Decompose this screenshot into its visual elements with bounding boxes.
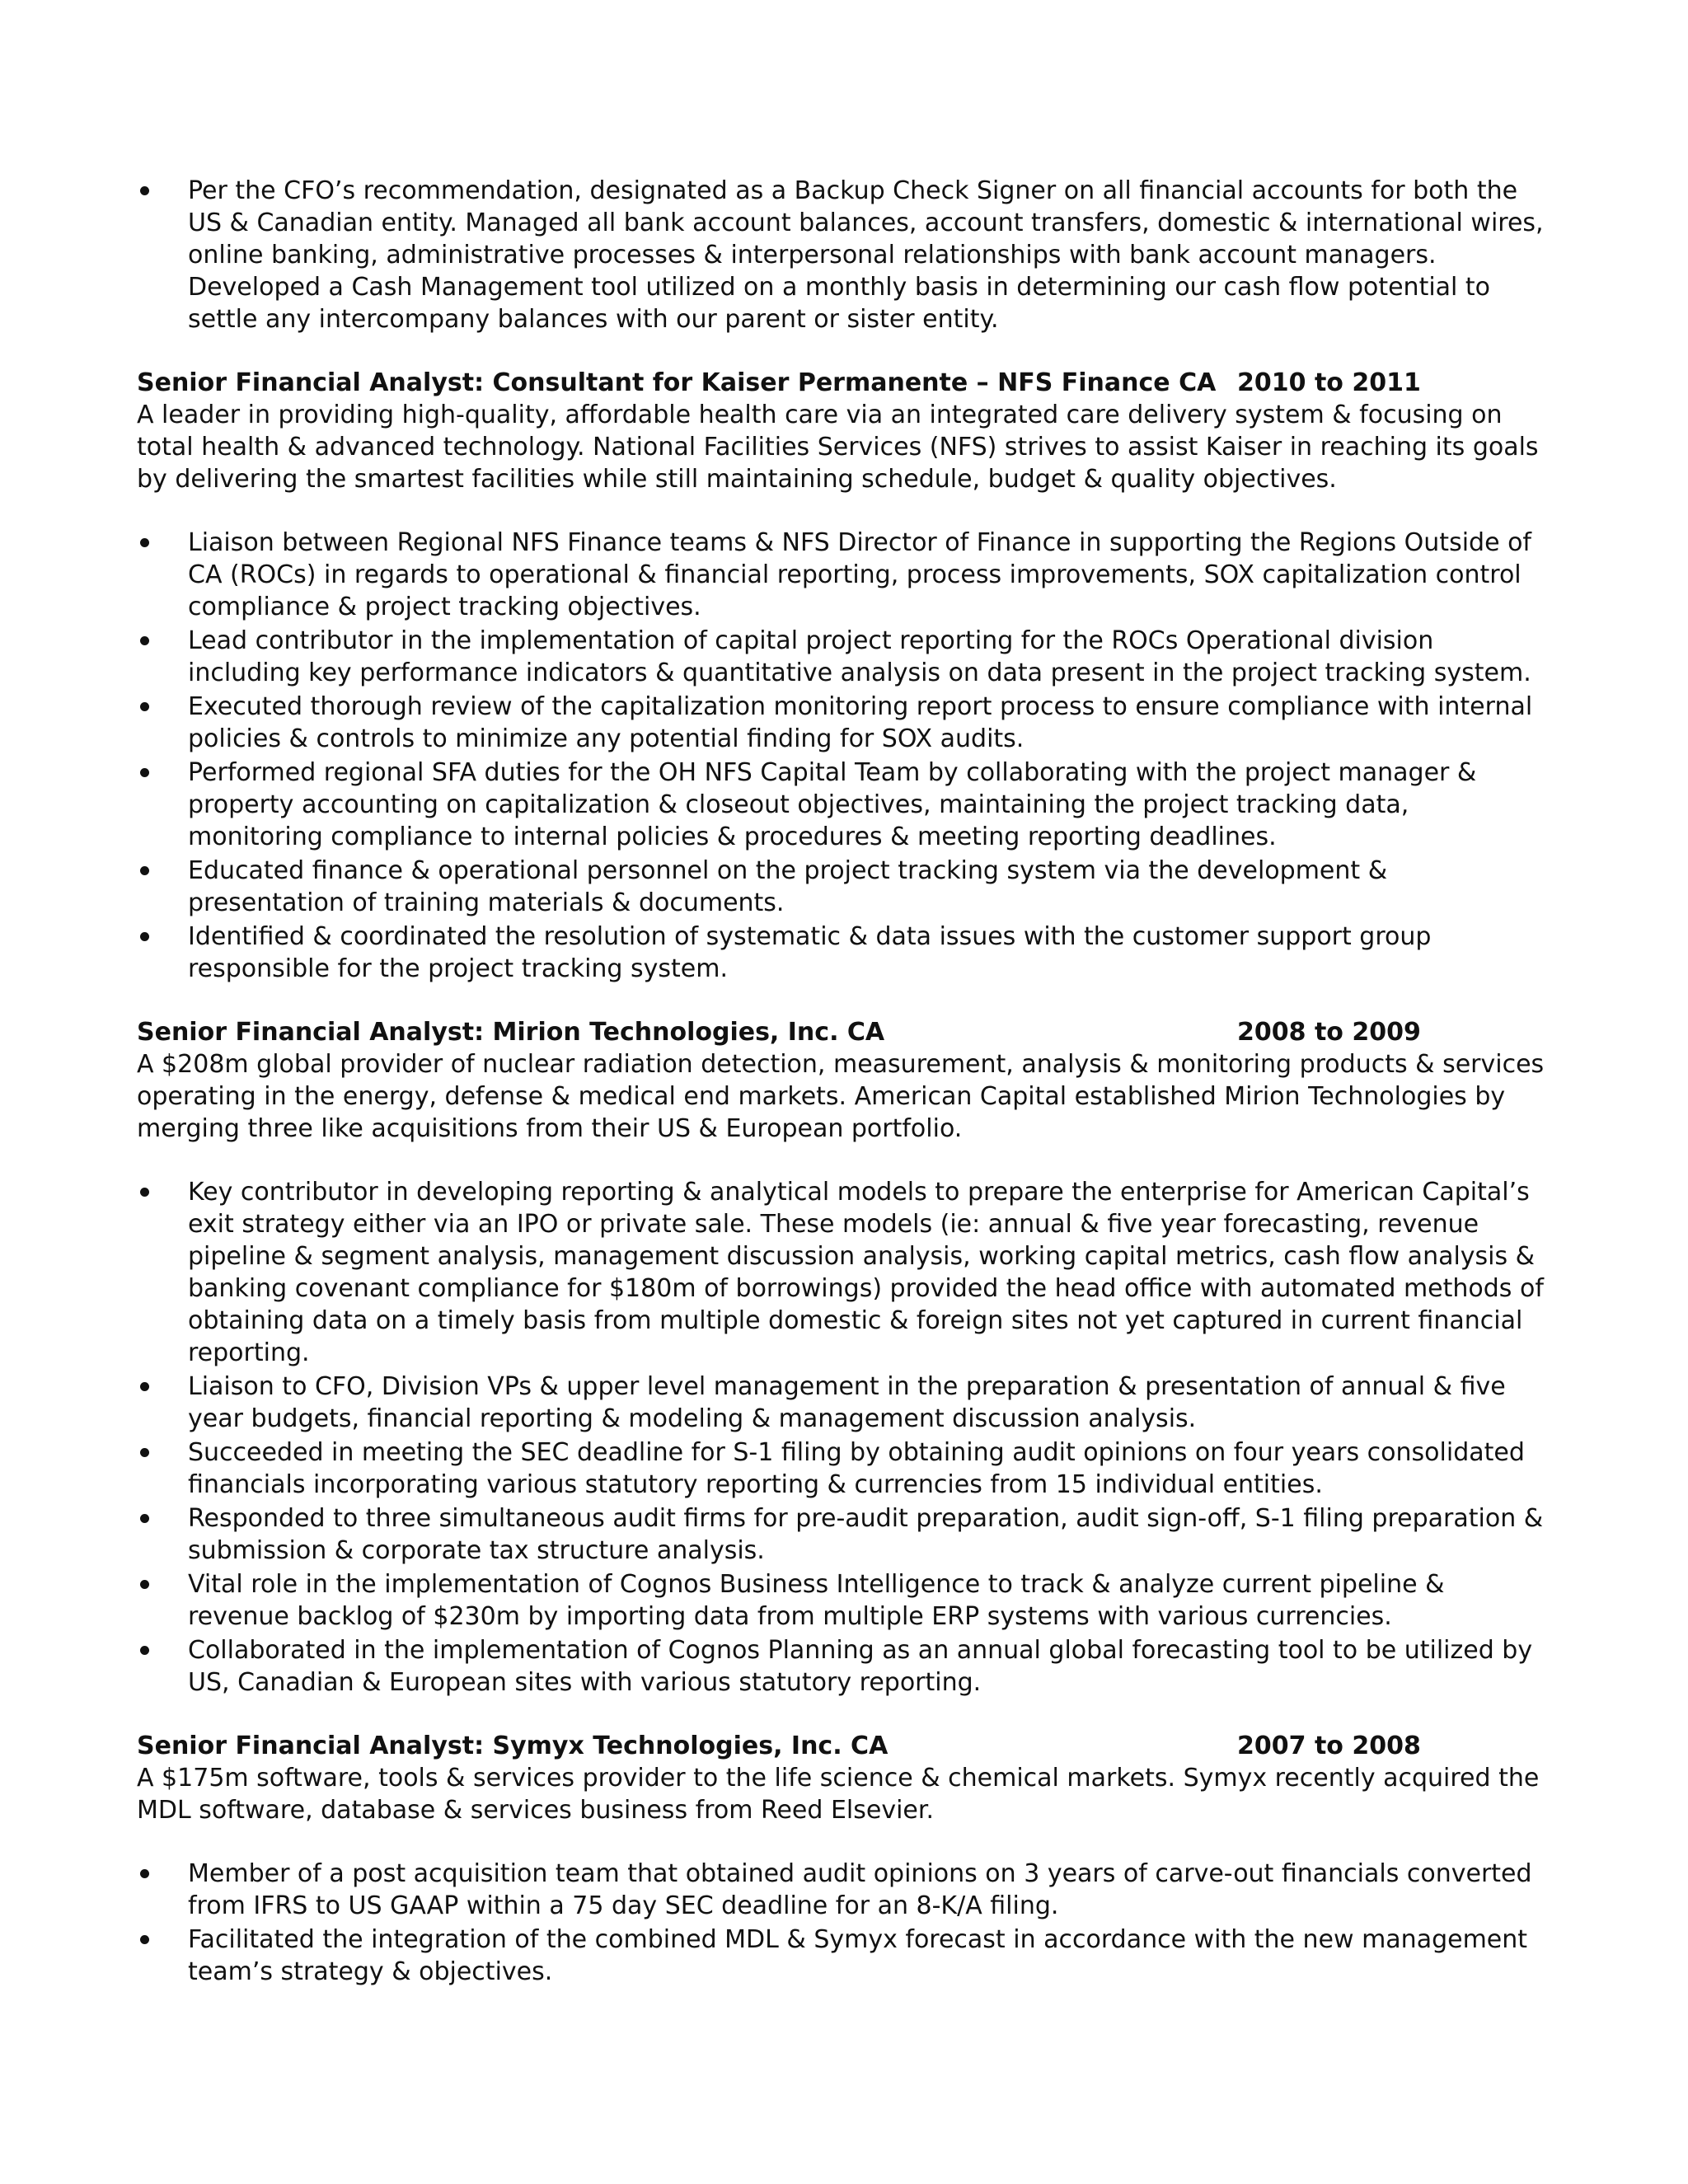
job-bullet-list	[137, 1176, 1546, 1699]
bullet-text: Educated finance & operational personnel on the project tracking system via the development & presentation of training materials & documents.	[188, 856, 1388, 917]
bullet-text: Per the CFO’s recommendation, designated as a Backup Check Signer on all financial accounts for both the US & Canadian entity. Managed all bank account balances, account transfers, domestic & international wires, online banking, administrative processes & interpersonal relationships with bank account managers. Developed a Cash Management tool utilized on a monthly basis in determining our cash flow potential to settle any intercompany balances with our parent or sister entity.	[188, 176, 1544, 334]
bullet-icon	[140, 768, 149, 777]
job-heading	[137, 1016, 1546, 1048]
bullet-text: Collaborated in the implementation of Cognos Planning as an annual global forecasting tool to be utilized by US, Canadian & European sites with various statutory reporting.	[188, 1636, 1533, 1697]
bullet-text: Succeeded in meeting the SEC deadline for S-1 filing by obtaining audit opinions on four years consolidated financials incorporating various statutory reporting & currencies from 15 individual entities.	[188, 1438, 1525, 1499]
list-item	[137, 175, 1546, 335]
job-section-kaiser	[137, 367, 1546, 985]
job-title: Senior Financial Analyst: Symyx Technologies, Inc. CA	[137, 1732, 889, 1760]
list-item	[137, 625, 1546, 689]
bullet-icon	[140, 1935, 149, 1944]
top-bullet-list	[137, 175, 1546, 335]
job-dates: 2008 to 2009	[1237, 1018, 1421, 1047]
bullet-text: Member of a post acquisition team that obtained audit opinions on 3 years of carve-out financials converted from IFRS to US GAAP within a 75 day SEC deadline for an 8-K/A filing.	[188, 1859, 1532, 1920]
list-item	[137, 1436, 1546, 1501]
list-item	[137, 1924, 1546, 1988]
bullet-text: Responded to three simultaneous audit firms for pre-audit preparation, audit sign-off, S-1 filing preparation & submission & corporate tax structure analysis.	[188, 1504, 1544, 1565]
list-item	[137, 1176, 1546, 1369]
bullet-text: Liaison between Regional NFS Finance teams & NFS Director of Finance in supporting the Regions Outside of CA (ROCs) in regards to operational & financial reporting, process improvements, SOX capitalization control compliance & project tracking objectives.	[188, 528, 1531, 621]
bullet-icon	[140, 702, 149, 711]
job-dates: 2010 to 2011	[1237, 368, 1421, 397]
job-section-symyx	[137, 1730, 1546, 1988]
list-item	[137, 1634, 1546, 1699]
bullet-text: Executed thorough review of the capitalization monitoring report process to ensure compliance with internal policies & controls to minimize any potential finding for SOX audits.	[188, 692, 1533, 753]
bullet-icon	[140, 1580, 149, 1589]
bullet-text: Performed regional SFA duties for the OH NFS Capital Team by collaborating with the project manager & property accounting on capitalization & closeout objectives, maintaining the project tracking data, monitoring compliance to internal policies & procedures & meeting reporting deadlines.	[188, 758, 1477, 851]
bullet-icon	[140, 1514, 149, 1523]
job-bullet-list	[137, 1858, 1546, 1988]
company-description: A leader in providing high-quality, affordable health care via an integrated care delivery system & focusing on total health & advanced technology. National Facilities Services (NFS) strives to assist Kaiser in reaching its goals by delivering the smartest facilities while still maintaining schedule, budget & quality objectives.	[137, 401, 1539, 494]
list-item	[137, 1568, 1546, 1633]
bullet-text: Facilitated the integration of the combined MDL & Symyx forecast in accordance with the new management team’s strategy & objectives.	[188, 1925, 1528, 1986]
bullet-icon	[140, 186, 149, 195]
list-item	[137, 1502, 1546, 1567]
bullet-icon	[140, 538, 149, 547]
job-title: Senior Financial Analyst: Mirion Technologies, Inc. CA	[137, 1018, 885, 1047]
company-description: A $175m software, tools & services provider to the life science & chemical markets. Symyx recently acquired the MDL software, database & services business from Reed Elsevier.	[137, 1764, 1540, 1825]
bullet-icon	[140, 636, 149, 645]
bullet-icon	[140, 932, 149, 941]
list-item	[137, 855, 1546, 919]
company-description: A $208m global provider of nuclear radiation detection, measurement, analysis & monitoring products & services operating in the energy, defense & medical end markets. American Capital established Mirion Technologies by merging three like acquisitions from their US & European portfolio.	[137, 1050, 1545, 1143]
bullet-icon	[140, 1382, 149, 1391]
list-item	[137, 1371, 1546, 1435]
bullet-icon	[140, 1869, 149, 1878]
job-bullet-list	[137, 527, 1546, 985]
job-dates: 2007 to 2008	[1237, 1732, 1421, 1760]
resume-page	[137, 175, 1546, 1990]
bullet-icon	[140, 1188, 149, 1197]
bullet-text: Identified & coordinated the resolution of systematic & data issues with the customer support group responsible for the project tracking system.	[188, 922, 1432, 983]
list-item	[137, 691, 1546, 755]
job-section-mirion	[137, 1016, 1546, 1699]
list-item	[137, 527, 1546, 623]
bullet-icon	[140, 866, 149, 875]
job-heading	[137, 367, 1546, 399]
bullet-icon	[140, 1646, 149, 1655]
bullet-text: Lead contributor in the implementation of capital project reporting for the ROCs Operational division including key performance indicators & quantitative analysis on data present in the project tracking system.	[188, 626, 1531, 687]
job-heading	[137, 1730, 1546, 1762]
list-item	[137, 921, 1546, 985]
list-item	[137, 1858, 1546, 1922]
job-title: Senior Financial Analyst: Consultant for Kaiser Permanente – NFS Finance CA	[137, 368, 1217, 397]
bullet-text: Key contributor in developing reporting & analytical models to prepare the enterprise for American Capital’s exit strategy either via an IPO or private sale. These models (ie: annual & five year forecasting, revenue pipeline & segment analysis, management discussion analysis, working capital metrics, cash flow analysis & banking covenant compliance for $180m of borrowings) provided the head office with automated methods of obtaining data on a timely basis from multiple domestic & foreign sites not yet captured in current financial reporting.	[188, 1178, 1544, 1367]
bullet-icon	[140, 1448, 149, 1457]
list-item	[137, 757, 1546, 853]
bullet-text: Liaison to CFO, Division VPs & upper level management in the preparation & presentation of annual & five year budgets, financial reporting & modeling & management discussion analysis.	[188, 1372, 1506, 1433]
bullet-text: Vital role in the implementation of Cognos Business Intelligence to track & analyze current pipeline & revenue backlog of $230m by importing data from multiple ERP systems with various currencies.	[188, 1570, 1445, 1631]
